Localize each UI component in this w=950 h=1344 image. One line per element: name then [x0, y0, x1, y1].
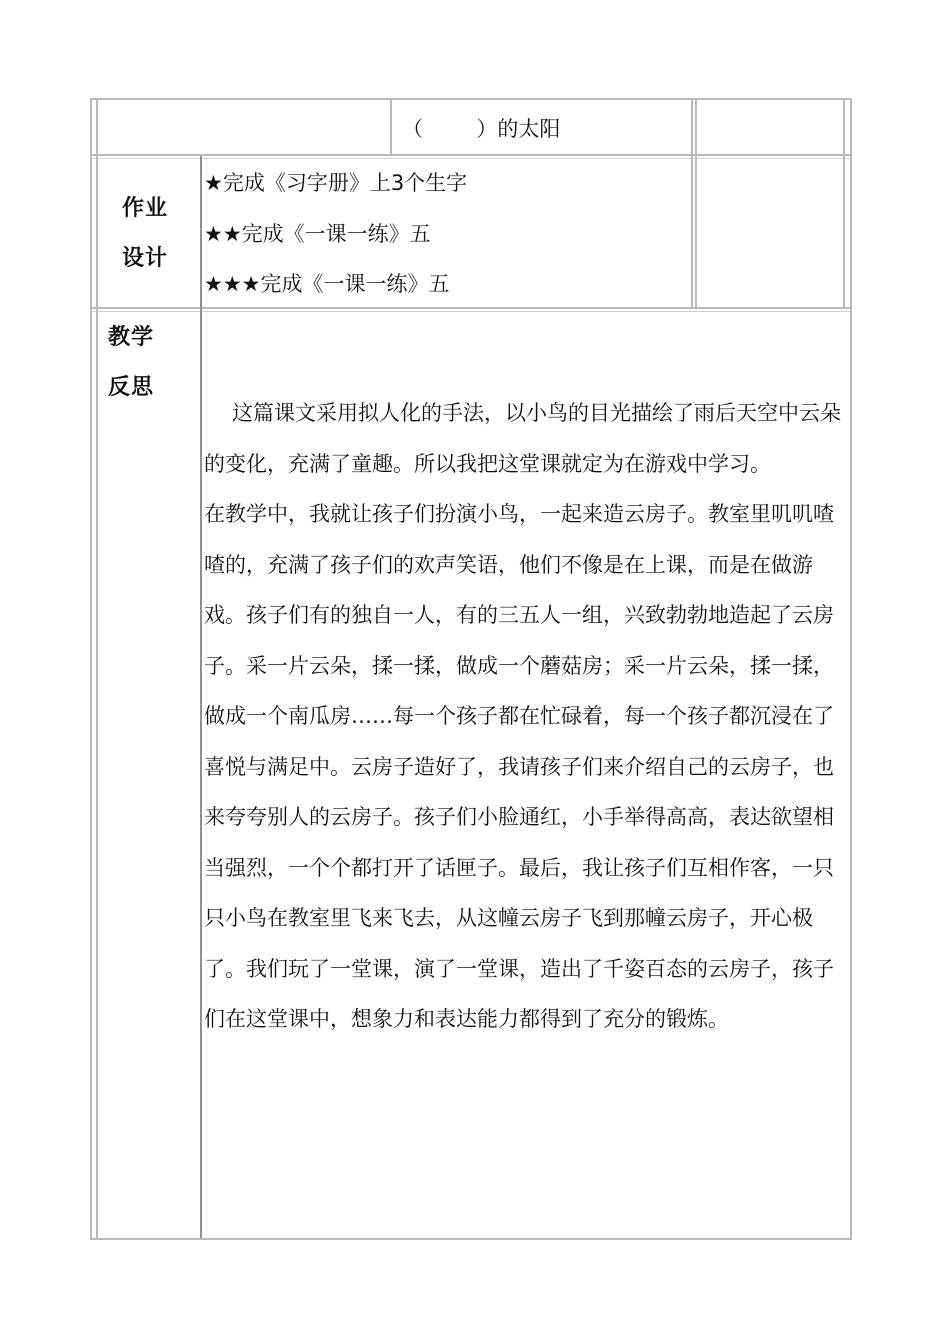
reflection-paragraph-1: 这篇课文采用拟人化的手法，以小鸟的目光描绘了雨后天空中云朵的变化，充满了童趣。所以我把这堂课就定为在游戏中学习。 [204, 401, 841, 476]
col-divider-left-outer [96, 100, 98, 1238]
reflection-paragraph-2: 在教学中，我就让孩子们扮演小鸟，一起来造云房子。教室里叽叽喳喳的，充满了孩子们的欢声笑语，他们不像是在上课，而是在做游戏。孩子们有的独自一人，有的三五人一组，兴致勃勃地造起了云房子。采一片云朵，揉一揉，做成一个蘑菇房；采一片云朵，揉一揉，做成一个南瓜房……每一个孩子都在忙碌着，每一个孩子都沉浸在了喜悦与满足中。云房子造好了，我请孩子们来介绍自己的云房子，也来夸夸别人的云房子。孩子们小脸通红，小手举得高高，表达欲望相当强烈，一个个都打开了话匣子。最后，我让孩子们互相作客，一只只小鸟在教室里飞来飞去，从这幢云房子飞到那幢云房子，开心极了。我们玩了一堂课，演了一堂课，造出了千姿百态的云房子，孩子们在这堂课中，想象力和表达能力都得到了充分的锻炼。 [204, 502, 834, 1031]
reflection-text [204, 388, 854, 1045]
col-divider-heading-right-inner [695, 100, 697, 308]
reflection-label-line1: 教学 [108, 325, 155, 350]
row-divider-top-row-inner [92, 158, 850, 159]
lesson-title: （ ）的太阳 [402, 117, 561, 141]
col-divider-right-inner [843, 100, 845, 308]
row-divider-homework-inner [92, 311, 850, 312]
homework-label-line2: 设计 [122, 246, 169, 271]
reflection-label-line2: 反思 [108, 375, 155, 400]
homework-item-3: ★★★完成《一课一练》五 [204, 272, 450, 296]
homework-item-2: ★★完成《一课一练》五 [204, 222, 431, 246]
col-divider-heading-left [390, 100, 392, 156]
row-divider-top-row [92, 154, 850, 156]
homework-label-line1: 作业 [122, 196, 169, 221]
homework-item-1: ★完成《习字册》上3个生字 [204, 171, 468, 195]
row-divider-homework [92, 307, 850, 309]
col-divider-label [200, 156, 202, 1238]
col-divider-heading-right [691, 100, 693, 308]
